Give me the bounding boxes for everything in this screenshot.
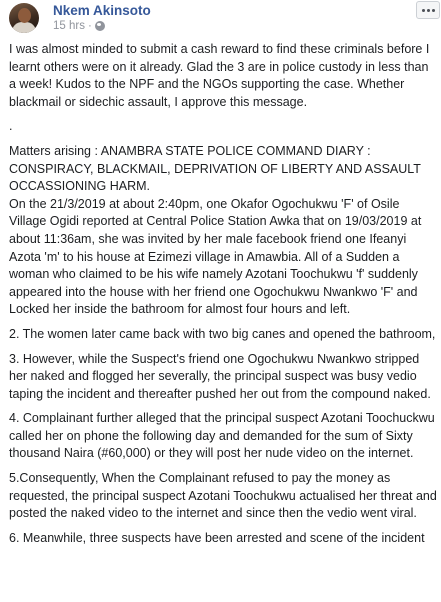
more-dot [427,9,430,12]
post-header [0,0,441,40]
avatar-shirt [12,22,36,33]
post-timestamp[interactable]: 15 hrs [53,20,85,32]
avatar-face [18,8,31,23]
more-dot [432,9,435,12]
post-paragraph: CONSPIRACY, BLACKMAIL, DEPRIVATION OF LIBERTY AND ASSAULT OCCASSIONING HARM. [9,161,421,194]
post-paragraph: 6. Meanwhile, three suspects have been arrested and scene of the incident [9,530,425,545]
post-meta [53,20,105,32]
globe-icon[interactable] [95,21,105,31]
post-paragraph: 4. Complainant further alleged that the principal suspect Azotani Toochuckwu called her on phone the following day and demanded for the sum of Sixty thousand Naira (#60,000) or they will post her nude video on the internet. [9,411,435,461]
post-paragraph: On the 21/3/2019 at about 2:40pm, one Okafor Ogochukwu 'F' of Osile Village Ogidi reported at Central Police Station Awka that on 19/03/2019 at about 11:36am, she was invited by her male facebook friend one Ifeanyi Azota 'm' to his house at Ezimezi village in Amawbia. All of a Sudden a woman who claimed to be his wife namely Azotani Toochukwu 'f' suddenly appeared into the house with her friend one Ogochukwu Nwankwo 'F' and Locked her inside the bathroom for almost four hours and left. [9,196,422,317]
avatar[interactable] [9,3,39,33]
more-options-icon[interactable] [416,1,440,19]
post-paragraph: I was almost minded to submit a cash reward to find these criminals before I learnt others were on it already. Glad the 3 are in police custody in less than a week! Kudos to the NPF and the NGOs supporting the case. Whether blackmail or sidechic assault, I approve this message. [9,42,430,109]
post-paragraph: 5.Consequently, When the Complainant refused to pay the money as requested, the principal suspect Azotani Toochukwu actualised her threat and posted the naked video to the internet and since then the vedio went viral. [9,471,437,521]
post-paragraph: Matters arising : ANAMBRA STATE POLICE COMMAND DIARY : [9,143,371,158]
post-body [9,41,437,554]
post-paragraph: 3. However, while the Suspect's friend one Ogochukwu Nwankwo stripped her naked and flogged her severally, the principal suspect was busy vedio taping the incident and thereafter pushed her out from the compound naked. [9,351,431,401]
more-dot [422,9,425,12]
post-paragraph: 2. The women later came back with two big canes and opened the bathroom, [9,326,436,341]
post-paragraph: . [9,119,13,134]
meta-separator: · [87,20,92,32]
author-name[interactable]: Nkem Akinsoto [53,3,151,18]
